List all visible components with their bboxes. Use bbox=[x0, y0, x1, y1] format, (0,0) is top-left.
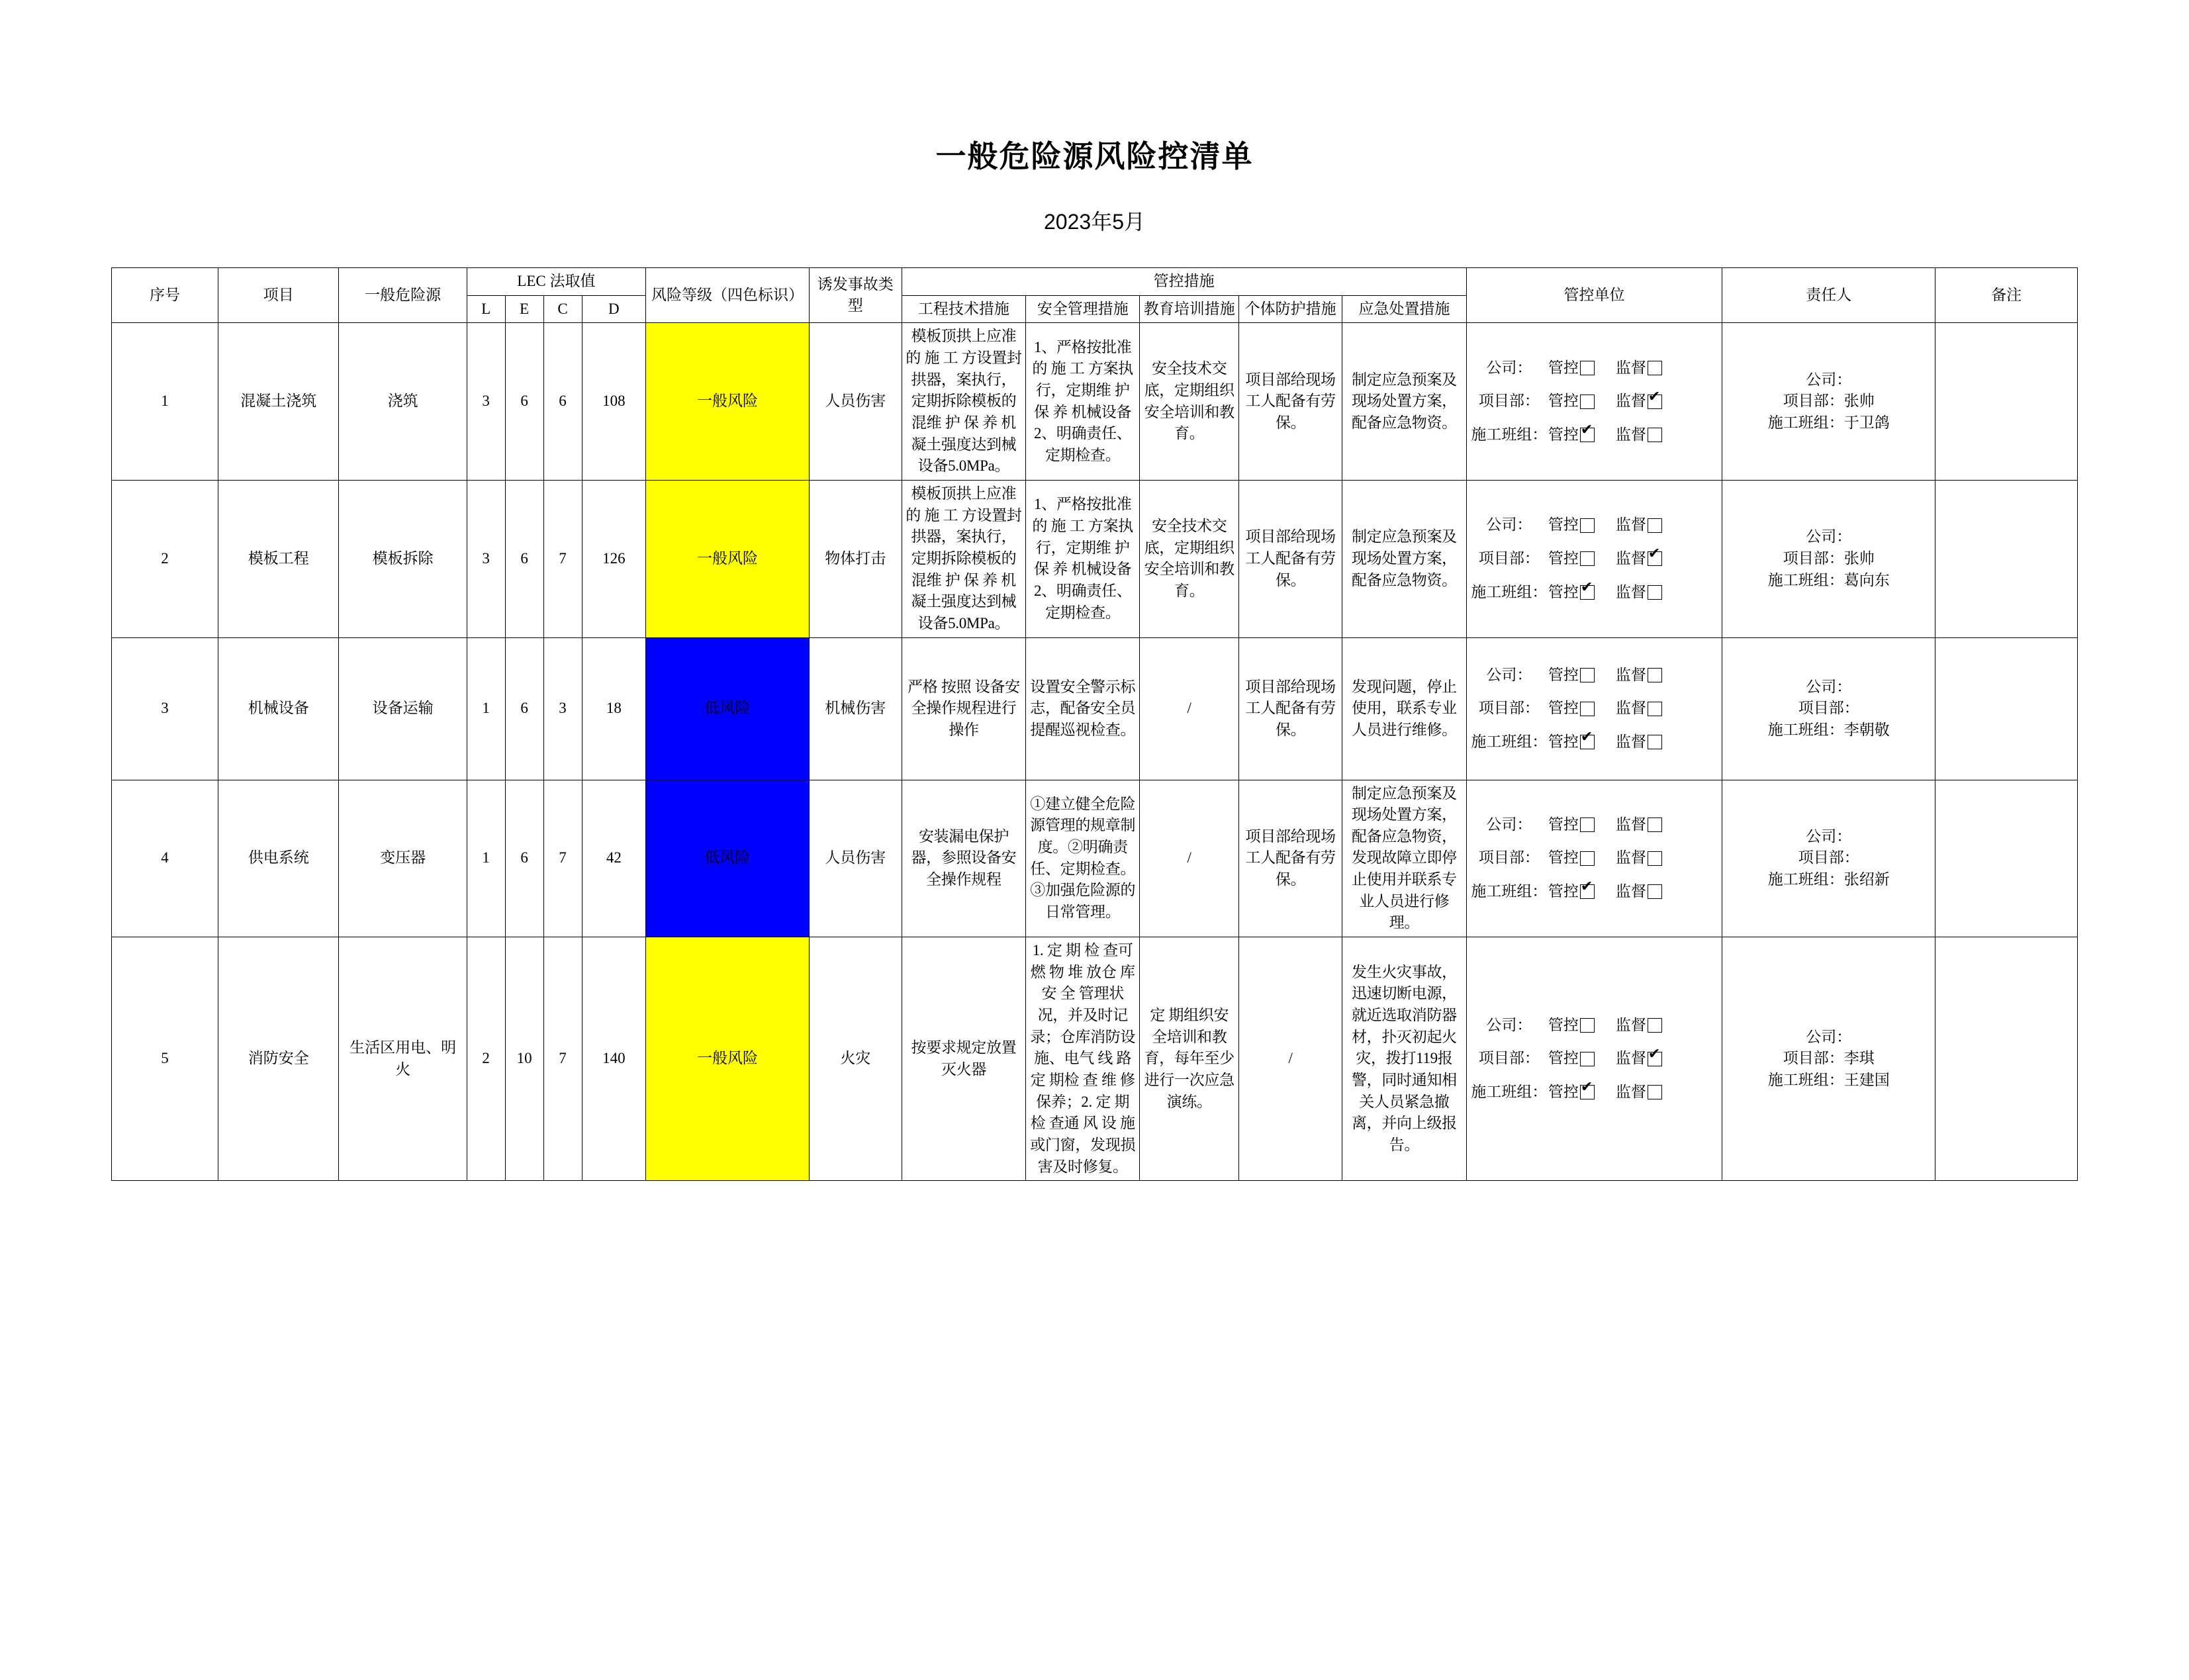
cell-e: 6 bbox=[505, 480, 543, 637]
cell-remark bbox=[1935, 480, 2078, 637]
page-subtitle: 2023年5月 bbox=[1044, 210, 1145, 234]
cell-seq: 2 bbox=[112, 480, 218, 637]
person-project: 项目部： bbox=[1798, 849, 1859, 866]
unit-control-project: 管控 bbox=[1548, 700, 1579, 717]
cell-measure-emergency: 发现问题，停止使用，联系专业人员进行维修。 bbox=[1342, 637, 1466, 780]
person-team: 施工班组：张绍新 bbox=[1767, 871, 1890, 888]
cell-measure-ppe: 项目部给现场工人配备有劳保。 bbox=[1239, 780, 1342, 937]
unit-label-project: 项目部： bbox=[1478, 393, 1540, 410]
cell-risk-level: 低风险 bbox=[646, 637, 810, 780]
unit-label-team: 施工班组： bbox=[1471, 583, 1548, 600]
cell-measure-safety: ①建立健全危险源管理的规章制度。②明确责任、定期检查。③加强危险源的日常管理。 bbox=[1026, 780, 1140, 937]
unit-control-project: 管控 bbox=[1548, 549, 1579, 567]
cell-d: 42 bbox=[582, 780, 646, 937]
unit-label-team: 施工班组： bbox=[1471, 1084, 1548, 1101]
cell-seq: 4 bbox=[112, 780, 218, 937]
unit-supervise-company: 监督 bbox=[1615, 816, 1646, 833]
header-measure-safety: 安全管理措施 bbox=[1026, 295, 1140, 323]
cell-measure-safety: 1、严格按批准的 施 工 方案执行，定期维 护 保 养 机械设备2、明确责任、定期检查。 bbox=[1026, 323, 1140, 481]
unit-control-company: 管控 bbox=[1548, 359, 1579, 376]
header-responsible-person: 责任人 bbox=[1722, 268, 1935, 323]
unit-supervise-team: 监督 bbox=[1615, 583, 1646, 600]
checkbox[interactable] bbox=[1580, 551, 1595, 566]
cell-control-unit[interactable] bbox=[1466, 780, 1722, 937]
risk-table-container bbox=[111, 267, 2078, 1181]
table-row bbox=[112, 780, 2078, 937]
cell-remark bbox=[1935, 637, 2078, 780]
cell-measure-engineering: 按要求规定放置灭火器 bbox=[902, 937, 1026, 1181]
cell-measure-ppe: 项目部给现场工人配备有劳保。 bbox=[1239, 323, 1342, 481]
cell-measure-education: / bbox=[1140, 637, 1239, 780]
checkbox[interactable] bbox=[1580, 585, 1595, 600]
cell-seq: 3 bbox=[112, 637, 218, 780]
header-c: C bbox=[543, 295, 582, 323]
checkbox[interactable] bbox=[1580, 735, 1595, 749]
cell-measure-engineering: 模板顶拱上应准的 施 工 方设置封拱器，案执行，定期拆除模板的混维 护 保 养 机凝土强度达到械设备5.0MPa。 bbox=[902, 480, 1026, 637]
checkbox[interactable] bbox=[1648, 585, 1662, 600]
person-company: 公司： bbox=[1806, 678, 1852, 695]
risk-control-table bbox=[111, 267, 2078, 1181]
cell-measure-education: 安全技术交底，定期组织安全培训和教育。 bbox=[1140, 480, 1239, 637]
unit-label-company: 公司： bbox=[1486, 516, 1532, 534]
unit-supervise-team: 监督 bbox=[1615, 426, 1646, 443]
unit-control-team: 管控 bbox=[1548, 583, 1579, 600]
cell-remark bbox=[1935, 937, 2078, 1181]
cell-e: 10 bbox=[505, 937, 543, 1181]
cell-measure-safety: 1. 定 期 检 查可 燃 物 堆 放仓 库 安 全 管理状况，并及时记录；仓库消防设施、电气 线 路 定 期检 查 维 修 保养；2. 定 期 检 查通 风 设 施 或门窗，发现损害及时修复。 bbox=[1026, 937, 1140, 1181]
header-d: D bbox=[582, 295, 646, 323]
cell-hazard: 模板拆除 bbox=[339, 480, 467, 637]
checkbox[interactable] bbox=[1648, 1018, 1662, 1033]
person-project: 项目部：张帅 bbox=[1783, 393, 1875, 410]
person-company: 公司： bbox=[1806, 827, 1852, 845]
cell-risk-level: 一般风险 bbox=[646, 937, 810, 1181]
unit-supervise-company: 监督 bbox=[1615, 666, 1646, 683]
unit-label-team: 施工班组： bbox=[1471, 733, 1548, 750]
cell-measure-emergency: 制定应急预案及现场处置方案，配备应急物资，发现故障立即停止使用并联系专业人员进行修理。 bbox=[1342, 780, 1466, 937]
cell-control-unit[interactable] bbox=[1466, 937, 1722, 1181]
unit-supervise-project: 监督 bbox=[1615, 549, 1646, 567]
unit-label-team: 施工班组： bbox=[1471, 426, 1548, 443]
person-company: 公司： bbox=[1806, 1028, 1852, 1045]
checkbox[interactable] bbox=[1580, 395, 1595, 409]
table-row bbox=[112, 937, 2078, 1181]
cell-seq: 1 bbox=[112, 323, 218, 481]
unit-row-team bbox=[1470, 1082, 1718, 1103]
unit-label-company: 公司： bbox=[1486, 666, 1532, 683]
unit-supervise-company: 监督 bbox=[1615, 1016, 1646, 1033]
cell-control-unit[interactable] bbox=[1466, 480, 1722, 637]
unit-control-team: 管控 bbox=[1548, 1084, 1579, 1101]
unit-label-company: 公司： bbox=[1486, 359, 1532, 376]
unit-label-company: 公司： bbox=[1486, 816, 1532, 833]
checkbox[interactable] bbox=[1580, 361, 1595, 375]
unit-control-company: 管控 bbox=[1548, 666, 1579, 683]
unit-supervise-team: 监督 bbox=[1615, 1084, 1646, 1101]
header-l: L bbox=[467, 295, 505, 323]
checkbox[interactable] bbox=[1648, 1052, 1662, 1066]
checkbox[interactable] bbox=[1648, 851, 1662, 866]
checkbox[interactable] bbox=[1580, 518, 1595, 533]
cell-hazard: 变压器 bbox=[339, 780, 467, 937]
unit-label-project: 项目部： bbox=[1478, 849, 1540, 866]
cell-l: 1 bbox=[467, 637, 505, 780]
cell-accident-type: 人员伤害 bbox=[809, 323, 902, 481]
page-title: 一般危险源风险控清单 bbox=[935, 139, 1254, 173]
unit-control-project: 管控 bbox=[1548, 393, 1579, 410]
cell-c: 7 bbox=[543, 480, 582, 637]
cell-e: 6 bbox=[505, 780, 543, 937]
cell-measure-ppe: 项目部给现场工人配备有劳保。 bbox=[1239, 480, 1342, 637]
cell-measure-ppe: 项目部给现场工人配备有劳保。 bbox=[1239, 637, 1342, 780]
cell-c: 7 bbox=[543, 780, 582, 937]
checkbox[interactable] bbox=[1580, 668, 1595, 682]
cell-risk-level: 一般风险 bbox=[646, 323, 810, 481]
person-team: 施工班组：葛向东 bbox=[1767, 571, 1890, 588]
unit-row-team bbox=[1470, 424, 1718, 446]
unit-control-company: 管控 bbox=[1548, 816, 1579, 833]
unit-label-team: 施工班组： bbox=[1471, 883, 1548, 900]
checkbox[interactable] bbox=[1648, 361, 1662, 375]
cell-responsible-person bbox=[1722, 780, 1935, 937]
cell-responsible-person bbox=[1722, 323, 1935, 481]
unit-supervise-project: 监督 bbox=[1615, 1050, 1646, 1067]
cell-measure-engineering: 模板顶拱上应准的 施 工 方设置封拱器，案执行，定期拆除模板的混维 护 保 养 机凝土强度达到械设备5.0MPa。 bbox=[902, 323, 1026, 481]
person-project: 项目部：张帅 bbox=[1783, 549, 1875, 567]
unit-control-team: 管控 bbox=[1548, 733, 1579, 750]
unit-supervise-project: 监督 bbox=[1615, 393, 1646, 410]
unit-control-project: 管控 bbox=[1548, 849, 1579, 866]
unit-row-project bbox=[1470, 548, 1718, 570]
unit-row-company bbox=[1470, 665, 1718, 686]
unit-control-company: 管控 bbox=[1548, 1016, 1579, 1033]
cell-hazard: 生活区用电、明火 bbox=[339, 937, 467, 1181]
unit-row-team bbox=[1470, 881, 1718, 903]
cell-l: 3 bbox=[467, 480, 505, 637]
checkbox[interactable] bbox=[1648, 551, 1662, 566]
cell-c: 3 bbox=[543, 637, 582, 780]
header-measures-group: 管控措施 bbox=[902, 268, 1466, 296]
unit-label-company: 公司： bbox=[1486, 1016, 1532, 1033]
cell-hazard: 浇筑 bbox=[339, 323, 467, 481]
cell-measure-engineering: 安装漏电保护器，参照设备安全操作规程 bbox=[902, 780, 1026, 937]
unit-label-project: 项目部： bbox=[1478, 1050, 1540, 1067]
unit-label-project: 项目部： bbox=[1478, 700, 1540, 717]
cell-d: 126 bbox=[582, 480, 646, 637]
cell-accident-type: 火灾 bbox=[809, 937, 902, 1181]
checkbox[interactable] bbox=[1648, 395, 1662, 409]
person-team: 施工班组：李朝敬 bbox=[1767, 721, 1890, 738]
header-e: E bbox=[505, 295, 543, 323]
unit-row-team bbox=[1470, 582, 1718, 604]
cell-l: 3 bbox=[467, 323, 505, 481]
unit-row-project bbox=[1470, 1048, 1718, 1070]
unit-row-project bbox=[1470, 391, 1718, 412]
unit-supervise-project: 监督 bbox=[1615, 849, 1646, 866]
cell-item: 模板工程 bbox=[218, 480, 339, 637]
header-measure-emergency: 应急处置措施 bbox=[1342, 295, 1466, 323]
cell-e: 6 bbox=[505, 323, 543, 481]
person-team: 施工班组：于卫鸽 bbox=[1767, 414, 1890, 431]
checkbox[interactable] bbox=[1648, 702, 1662, 716]
unit-control-team: 管控 bbox=[1548, 883, 1579, 900]
cell-control-unit[interactable] bbox=[1466, 323, 1722, 481]
unit-control-project: 管控 bbox=[1548, 1050, 1579, 1067]
cell-accident-type: 物体打击 bbox=[809, 480, 902, 637]
unit-supervise-team: 监督 bbox=[1615, 883, 1646, 900]
cell-e: 6 bbox=[505, 637, 543, 780]
checkbox[interactable] bbox=[1580, 1052, 1595, 1066]
checkbox[interactable] bbox=[1648, 735, 1662, 749]
checkbox[interactable] bbox=[1648, 518, 1662, 533]
table-body bbox=[112, 323, 2078, 1181]
checkbox[interactable] bbox=[1580, 884, 1595, 899]
checkbox[interactable] bbox=[1648, 884, 1662, 899]
cell-risk-level: 低风险 bbox=[646, 780, 810, 937]
checkbox[interactable] bbox=[1580, 817, 1595, 832]
unit-supervise-company: 监督 bbox=[1615, 516, 1646, 534]
checkbox[interactable] bbox=[1648, 817, 1662, 832]
unit-row-project bbox=[1470, 847, 1718, 869]
table-header bbox=[112, 268, 2078, 323]
cell-c: 6 bbox=[543, 323, 582, 481]
checkbox[interactable] bbox=[1648, 428, 1662, 442]
header-control-unit: 管控单位 bbox=[1466, 268, 1722, 323]
cell-l: 1 bbox=[467, 780, 505, 937]
cell-c: 7 bbox=[543, 937, 582, 1181]
cell-seq: 5 bbox=[112, 937, 218, 1181]
cell-hazard: 设备运输 bbox=[339, 637, 467, 780]
cell-measure-education: / bbox=[1140, 780, 1239, 937]
cell-item: 消防安全 bbox=[218, 937, 339, 1181]
unit-row-company bbox=[1470, 357, 1718, 379]
header-remark: 备注 bbox=[1935, 268, 2078, 323]
unit-control-team: 管控 bbox=[1548, 426, 1579, 443]
checkbox[interactable] bbox=[1580, 428, 1595, 442]
header-measure-education: 教育培训措施 bbox=[1140, 295, 1239, 323]
unit-supervise-project: 监督 bbox=[1615, 700, 1646, 717]
cell-responsible-person bbox=[1722, 637, 1935, 780]
header-item: 项目 bbox=[218, 268, 339, 323]
header-seq: 序号 bbox=[112, 268, 218, 323]
cell-accident-type: 机械伤害 bbox=[809, 637, 902, 780]
cell-measure-education: 定 期组织安全培训和教育，每年至少进行一次应急演练。 bbox=[1140, 937, 1239, 1181]
unit-row-company bbox=[1470, 814, 1718, 836]
unit-label-project: 项目部： bbox=[1478, 549, 1540, 567]
unit-supervise-team: 监督 bbox=[1615, 733, 1646, 750]
cell-accident-type: 人员伤害 bbox=[809, 780, 902, 937]
checkbox[interactable] bbox=[1580, 702, 1595, 716]
unit-control-company: 管控 bbox=[1548, 516, 1579, 534]
cell-d: 18 bbox=[582, 637, 646, 780]
checkbox[interactable] bbox=[1648, 1085, 1662, 1099]
cell-risk-level: 一般风险 bbox=[646, 480, 810, 637]
cell-item: 机械设备 bbox=[218, 637, 339, 780]
header-row-1 bbox=[112, 268, 2078, 296]
header-measure-engineering: 工程技术措施 bbox=[902, 295, 1026, 323]
unit-row-project bbox=[1470, 698, 1718, 720]
person-project: 项目部：李琪 bbox=[1783, 1050, 1875, 1067]
cell-measure-emergency: 制定应急预案及现场处置方案，配备应急物资。 bbox=[1342, 323, 1466, 481]
cell-d: 108 bbox=[582, 323, 646, 481]
table-row bbox=[112, 480, 2078, 637]
cell-measure-safety: 设置安全警示标志，配备安全员提醒巡视检查。 bbox=[1026, 637, 1140, 780]
table-row bbox=[112, 323, 2078, 481]
checkbox[interactable] bbox=[1580, 1018, 1595, 1033]
header-measure-ppe: 个体防护措施 bbox=[1239, 295, 1342, 323]
cell-responsible-person bbox=[1722, 937, 1935, 1181]
cell-measure-safety: 1、严格按批准的 施 工 方案执行，定期维 护 保 养 机械设备2、明确责任、定期检查。 bbox=[1026, 480, 1140, 637]
cell-item: 供电系统 bbox=[218, 780, 339, 937]
cell-remark bbox=[1935, 323, 2078, 481]
document-page bbox=[0, 132, 2189, 1680]
cell-responsible-person bbox=[1722, 480, 1935, 637]
checkbox[interactable] bbox=[1648, 668, 1662, 682]
cell-measure-engineering: 严格 按照 设备安全操作规程进行操作 bbox=[902, 637, 1026, 780]
person-company: 公司： bbox=[1806, 528, 1852, 545]
person-team: 施工班组：王建国 bbox=[1767, 1072, 1890, 1089]
cell-measure-emergency: 发生火灾事故，迅速切断电源，就近选取消防器材，扑灭初起火灾，拨打119报警，同时通知相关人员紧急撤离，并向上级报告。 bbox=[1342, 937, 1466, 1181]
table-row bbox=[112, 637, 2078, 780]
checkbox[interactable] bbox=[1580, 851, 1595, 866]
person-project: 项目部： bbox=[1798, 700, 1859, 717]
cell-d: 140 bbox=[582, 937, 646, 1181]
checkbox[interactable] bbox=[1580, 1085, 1595, 1099]
cell-measure-education: 安全技术交底，定期组织安全培训和教育。 bbox=[1140, 323, 1239, 481]
cell-remark bbox=[1935, 780, 2078, 937]
header-hazard: 一般危险源 bbox=[339, 268, 467, 323]
header-accident-type: 诱发事故类型 bbox=[809, 268, 902, 323]
cell-control-unit[interactable] bbox=[1466, 637, 1722, 780]
unit-row-company bbox=[1470, 1015, 1718, 1037]
cell-item: 混凝土浇筑 bbox=[218, 323, 339, 481]
unit-row-team bbox=[1470, 731, 1718, 753]
cell-l: 2 bbox=[467, 937, 505, 1181]
cell-measure-ppe: / bbox=[1239, 937, 1342, 1181]
header-risk-level: 风险等级（四色标识） bbox=[646, 268, 810, 323]
unit-supervise-company: 监督 bbox=[1615, 359, 1646, 376]
header-lec-group: LEC 法取值 bbox=[467, 268, 645, 296]
cell-measure-emergency: 制定应急预案及现场处置方案，配备应急物资。 bbox=[1342, 480, 1466, 637]
unit-row-company bbox=[1470, 514, 1718, 536]
person-company: 公司： bbox=[1806, 371, 1852, 388]
